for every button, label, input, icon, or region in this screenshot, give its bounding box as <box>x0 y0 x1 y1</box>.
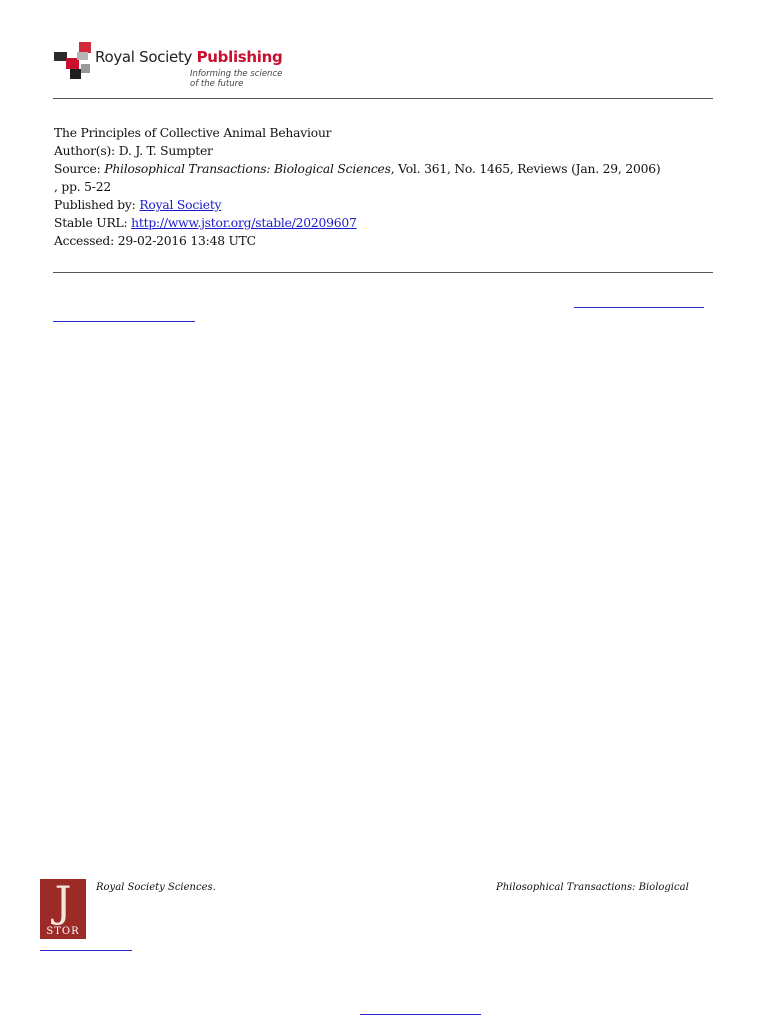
link-underline[interactable] <box>40 950 132 951</box>
publisher-link[interactable]: Royal Society <box>139 198 222 212</box>
brand-tagline: Informing the science of the future <box>190 69 283 89</box>
footer-journal-text: Philosophical Transactions: Biological <box>496 882 689 893</box>
brand-plain: Royal Society <box>95 48 193 66</box>
link-underline[interactable] <box>53 321 195 322</box>
stable-url-label: Stable URL: <box>54 216 128 230</box>
authors-line <box>54 142 716 160</box>
section-divider <box>53 272 713 273</box>
brand-name <box>95 48 282 66</box>
accessed-label: Accessed: <box>54 234 115 248</box>
source-details: , Vol. 361, No. 1465, Reviews (Jan. 29, 2006) <box>390 162 661 176</box>
brand-bold: Publishing <box>196 48 283 66</box>
citation-block <box>54 124 716 250</box>
source-label: Source: <box>54 162 101 176</box>
jstor-logo-icon <box>40 879 86 939</box>
source-line <box>54 160 716 178</box>
journal-name: Philosophical Transactions: Biological Sciences <box>104 162 391 176</box>
jstor-letter: J <box>54 877 72 926</box>
accessed-line <box>54 232 716 250</box>
publisher-line <box>54 196 716 214</box>
authors-label: Author(s): <box>54 144 115 158</box>
royal-society-logo-icon <box>52 38 96 86</box>
authors-value: D. J. T. Sumpter <box>118 144 213 158</box>
link-underline[interactable] <box>574 307 704 308</box>
header-divider <box>53 98 713 99</box>
jstor-text: STOR <box>46 926 80 937</box>
footer-publisher-text: Royal Society Sciences. <box>96 882 216 893</box>
stable-url-link[interactable]: http://www.jstor.org/stable/20209607 <box>131 216 357 230</box>
pages-line: , pp. 5-22 <box>54 180 112 194</box>
article-title: The Principles of Collective Animal Behaviour <box>54 126 332 140</box>
accessed-value: 29-02-2016 13:48 UTC <box>117 234 256 248</box>
stable-url-line <box>54 214 716 232</box>
link-underline[interactable] <box>360 1014 481 1015</box>
publisher-label: Published by: <box>54 198 136 212</box>
royal-society-publishing-logo <box>52 38 292 94</box>
